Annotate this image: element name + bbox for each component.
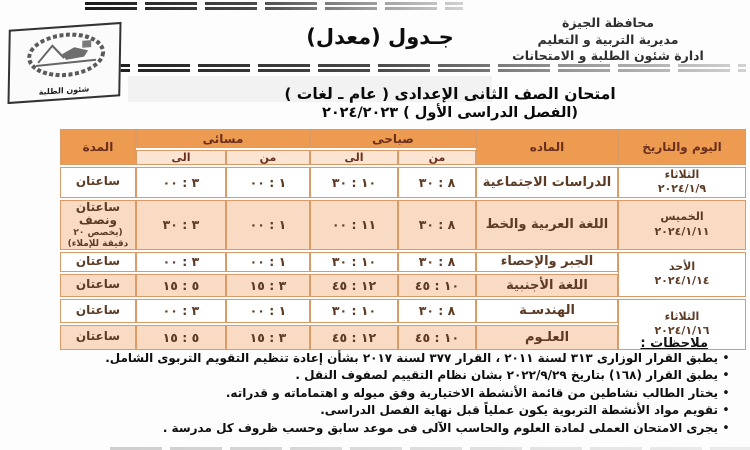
subject-cell: الجبر والإحصاء	[476, 252, 618, 272]
subject-cell: الهندسـة	[476, 299, 618, 323]
duration-cell: ساعتان	[60, 167, 136, 198]
duration-cell: ساعتان	[60, 299, 136, 323]
exam-title-block	[150, 85, 750, 121]
note-text: يجرى الامتحان العملى لمادة العلوم والحاسب الآلى فى موعد سابق وحسب ظروف كل مدرسة .	[162, 420, 718, 435]
day-date-cell: الثلاثاء ٢٠٢٤/١/٩	[618, 167, 746, 198]
agency-letterhead	[474, 15, 742, 65]
subcol-evening-to: الى	[136, 150, 226, 165]
bullet-icon: •	[722, 385, 730, 401]
wreath-emblem-icon	[14, 26, 119, 85]
duration-cell: ساعتان	[60, 252, 136, 272]
evening-from-cell: ٣ : ١٥	[226, 325, 310, 350]
table-row	[60, 252, 746, 272]
subject-cell: اللغة الأجنبية	[476, 274, 618, 297]
evening-to-cell: ٥ : ١٥	[136, 325, 226, 350]
morning-from-cell: ٨ : ٣٠	[398, 299, 476, 323]
morning-from-cell: ٨ : ٣٠	[398, 167, 476, 198]
day-date-cell: الخميس ٢٠٢٤/١/١١	[618, 200, 746, 250]
table-row	[60, 200, 746, 250]
evening-to-cell: ٣ : ٠٠	[136, 299, 226, 323]
document-title: جـدول (معدل)	[306, 25, 454, 49]
evening-from-cell: ١ : ٠٠	[226, 252, 310, 272]
morning-to-cell: ١١ : ٠٠	[310, 200, 398, 250]
duration-cell: ساعتان	[60, 274, 136, 297]
table-row	[60, 167, 746, 198]
table-row	[60, 299, 746, 323]
agency-line-department: ادارة شئون الطلبة و الامتحانات	[512, 48, 704, 63]
list-item	[12, 352, 734, 367]
day-date-cell: الأحد ٢٠٢٤/١/١٤	[618, 252, 746, 297]
note-text: يختار الطالب نشاطين من قائمة الأنشطة الاختيارية وفق ميوله و اهتماماته و قدراته.	[225, 385, 718, 400]
morning-from-cell: ١٠ : ٤٥	[398, 274, 476, 297]
exam-schedule-table	[60, 127, 746, 352]
list-item	[12, 422, 734, 437]
bullet-icon: •	[722, 420, 730, 436]
evening-to-cell: ٥ : ١٥	[136, 274, 226, 297]
exam-title-line1: امتحان الصف الثانى الإعدادى ( عام ـ لغات )	[284, 85, 616, 103]
bullet-icon: •	[722, 403, 730, 419]
evening-from-cell: ٣ : ١٥	[226, 274, 310, 297]
notes-list	[12, 352, 734, 439]
note-text: يطبق القرار (١٦٨) بتاريخ ٢٠٢٢/٩/٢٩ بشان نظام التقييم لصفوف النقل .	[295, 368, 718, 383]
evening-to-cell: ٣ : ٠٠	[136, 252, 226, 272]
bullet-icon: •	[722, 368, 730, 384]
subcol-morning-to: الى	[310, 150, 398, 165]
morning-from-cell: ٨ : ٣٠	[398, 252, 476, 272]
evening-to-cell: ٣ : ٠٠	[136, 167, 226, 198]
subcol-evening-from: من	[226, 150, 310, 165]
top-divider-rule	[85, 2, 463, 10]
evening-from-cell: ١ : ٠٠	[226, 299, 310, 323]
morning-from-cell: ٨ : ٣٠	[398, 200, 476, 250]
subject-cell: الدراسات الاجتماعية	[476, 167, 618, 198]
evening-from-cell: ١ : ٠٠	[226, 167, 310, 198]
subject-cell: اللغة العربية والخط	[476, 200, 618, 250]
duration-cell: ساعتان ونصف (يخصص ٢٠ دقيقة للإملاء)	[60, 200, 136, 250]
letterhead-divider-rule	[78, 64, 746, 72]
agency-line-directorate: مديرية التربية و التعليم	[537, 31, 679, 47]
day-date-cell: الثلاثاء ٢٠٢٤/١/١٦	[618, 299, 746, 350]
morning-to-cell: ١٢ : ٤٥	[310, 274, 398, 297]
subcol-morning-from: من	[398, 150, 476, 165]
morning-to-cell: ١٢ : ٤٥	[310, 325, 398, 350]
subject-cell: العلـوم	[476, 325, 618, 350]
note-text: يطبق القرار الوزارى ٣١٣ لسنة ٢٠١١ ، القرار ٣٧٧ لسنة ٢٠١٧ بشأن إعادة تنظيم التقويم التربوى الشامل.	[105, 351, 718, 365]
list-item	[12, 404, 734, 419]
col-header-subject: الماده	[476, 129, 618, 165]
morning-from-cell: ١٠ : ٤٥	[398, 325, 476, 350]
morning-to-cell: ١٠ : ٣٠	[310, 299, 398, 323]
note-text: تقويم مواد الأنشطة التربوية يكون عملياً قبل نهاية الفصل الدراسى.	[320, 403, 718, 418]
notes-heading: ملاحظات :	[640, 336, 708, 351]
stamp-caption: شئون الطلبة	[38, 84, 90, 97]
col-header-morning: صباحى	[310, 129, 476, 148]
department-stamp	[7, 22, 121, 104]
morning-to-cell: ١٠ : ٣٠	[310, 167, 398, 198]
col-header-evening: مسائى	[136, 129, 310, 148]
morning-to-cell: ١٠ : ٣٠	[310, 252, 398, 272]
bullet-icon: •	[722, 351, 730, 366]
schedule-table-wrap	[60, 127, 746, 352]
evening-from-cell: ١ : ٠٠	[226, 200, 310, 250]
list-item	[12, 387, 734, 402]
exam-title-line2: (الفصل الدراسى الأول ) ٢٠٢٤/٢٠٢٣	[321, 105, 579, 121]
evening-to-cell: ٣ : ٣٠	[136, 200, 226, 250]
duration-cell: ساعتان	[60, 325, 136, 350]
col-header-day: اليوم والتاريخ	[618, 129, 746, 165]
duration-note: (يخصص ٢٠ دقيقة للإملاء)	[67, 228, 129, 249]
col-header-duration: المدة	[60, 129, 136, 165]
list-item	[12, 369, 734, 384]
agency-line-governorate: محافظة الجيزة	[562, 15, 654, 30]
